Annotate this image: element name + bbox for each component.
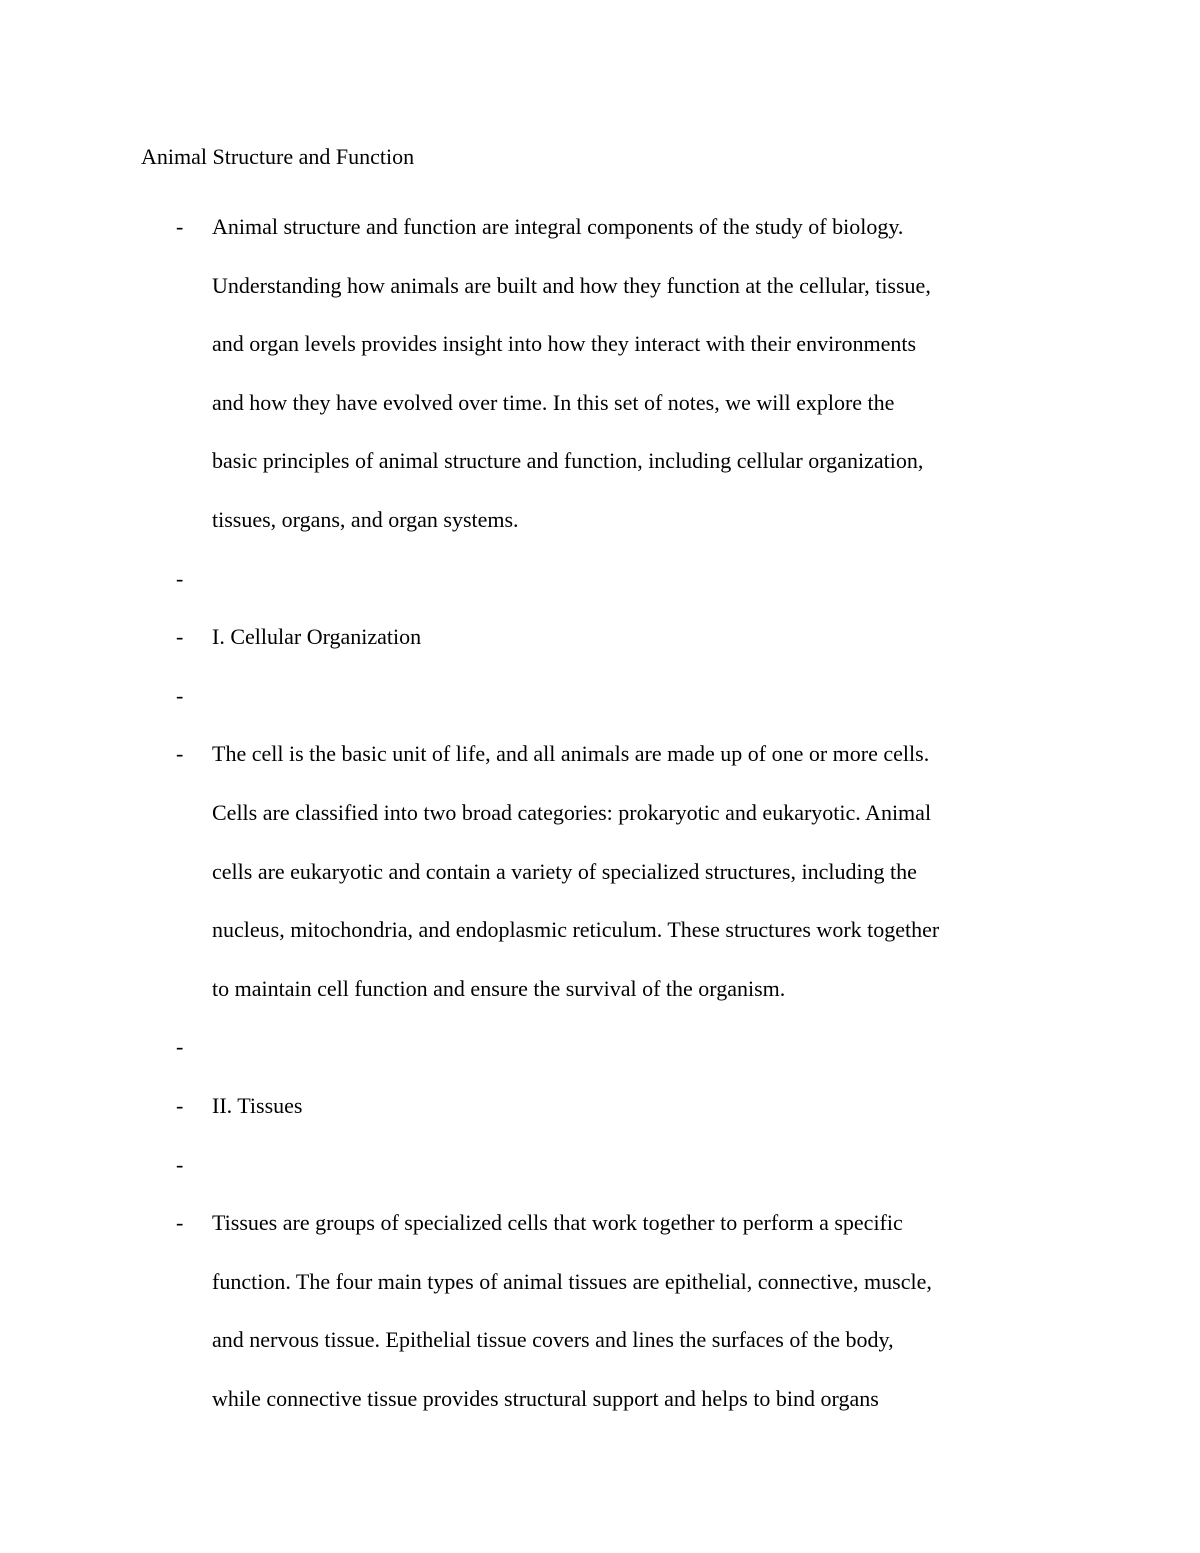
bullet-item-empty (0, 667, 1200, 726)
section-heading-cellular-organization: I. Cellular Organization (212, 624, 422, 650)
bullet-dash: - (176, 1092, 184, 1118)
bullet-dash: - (176, 1034, 184, 1060)
bullet-dash: - (176, 1210, 184, 1236)
bullet-item-tissues-paragraph (0, 1194, 1200, 1428)
bullet-item-empty (0, 1018, 1200, 1077)
bullet-dash: - (176, 214, 184, 239)
bullet-item-heading-cellular (0, 608, 1200, 667)
bullet-item-empty (0, 1136, 1200, 1195)
document-title: Animal Structure and Function (141, 144, 415, 169)
bullet-dash: - (176, 624, 184, 650)
tissues-paragraph: Tissues are groups of specialized cells that work together to perform a specific function. The four main types of animal tissues are epithelial, connective, muscle, and nervous tissue. Epithelial tissue covers and lines the surfaces of the body, while connective tissue provides structural support and helps to bind organs (212, 1210, 932, 1411)
cell-paragraph: The cell is the basic unit of life, and all animals are made up of one or more cells. Cells are classified into two broad categories: prokaryotic and eukaryotic. Animal cells are eukaryotic and contain a variety of specialized structures, including the nucleus, mitochondria, and endoplasmic reticulum. These structures work together to maintain cell function and ensure the survival of the organism. (212, 741, 940, 1001)
bullet-dash: - (176, 741, 184, 767)
bullet-list (0, 198, 1200, 1428)
intro-paragraph: Animal structure and function are integral components of the study of biology. Understanding how animals are built and how they function at the cellular, tissue, and organ levels provides insight into how they interact with their environments and how they have evolved over time. In this set of notes, we will explore the basic principles of animal structure and function, including cellular organization, tissues, organs, and organ systems. (212, 214, 931, 532)
bullet-item-heading-tissues (0, 1077, 1200, 1136)
section-heading-tissues: II. Tissues (212, 1092, 303, 1118)
bullet-item-cell-paragraph (0, 725, 1200, 1018)
bullet-item-intro (0, 198, 1200, 550)
bullet-dash: - (176, 565, 184, 591)
bullet-dash: - (176, 682, 184, 708)
bullet-item-empty (0, 550, 1200, 609)
bullet-dash: - (176, 1151, 184, 1177)
